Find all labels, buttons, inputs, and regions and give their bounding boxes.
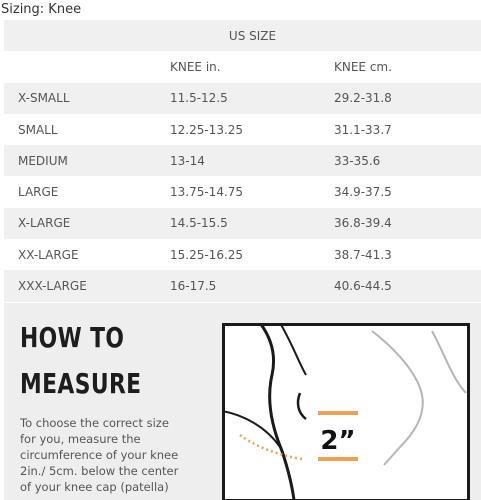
knee-in-value: 14.5-15.5: [170, 208, 334, 239]
knee-cm-value: 33-35.6: [334, 145, 481, 176]
knee-cm-value: 40.6-44.5: [334, 270, 481, 301]
measurement-label: 2”: [320, 426, 356, 456]
measurement-bar-top: [318, 411, 358, 415]
knee-cm-value: 34.9-37.5: [334, 176, 481, 207]
table-row: [4, 114, 481, 145]
column-header-knee-in: KNEE in.: [170, 51, 334, 82]
page-title: Sizing: Knee: [1, 2, 82, 17]
measurement-bar-bottom: [318, 457, 358, 461]
instruction-line: circumference of your knee: [20, 448, 179, 462]
size-label: XX-LARGE: [4, 239, 170, 270]
size-label: LARGE: [4, 176, 170, 207]
size-label: XXX-LARGE: [4, 270, 170, 301]
table-column-header-row: [4, 51, 481, 82]
column-header-knee-cm: KNEE cm.: [334, 51, 481, 82]
knee-measurement-illustration: [222, 323, 470, 500]
knee-in-value: 13.75-14.75: [170, 176, 334, 207]
table-row: [4, 83, 481, 114]
how-to-measure-instructions: [20, 415, 220, 495]
knee-cm-value: 29.2-31.8: [334, 83, 481, 114]
heading-line-1: HOW TO: [20, 321, 125, 354]
heading-line-2: MEASURE: [20, 367, 142, 400]
knee-in-value: 13-14: [170, 145, 334, 176]
size-label: MEDIUM: [4, 145, 170, 176]
instruction-line: for you, measure the: [20, 432, 141, 446]
us-size-header: US SIZE: [4, 20, 481, 51]
knee-cm-value: 31.1-33.7: [334, 114, 481, 145]
size-label: X-SMALL: [4, 83, 170, 114]
table-row: [4, 270, 481, 301]
column-header-size: [4, 51, 170, 82]
how-to-measure-panel: [4, 303, 481, 500]
size-label: SMALL: [4, 114, 170, 145]
knee-in-value: 15.25-16.25: [170, 239, 334, 270]
table-group-header-row: [4, 20, 481, 51]
size-chart-table: [4, 20, 481, 302]
knee-in-value: 12.25-13.25: [170, 114, 334, 145]
knee-cm-value: 38.7-41.3: [334, 239, 481, 270]
table-row: [4, 239, 481, 270]
table-row: [4, 176, 481, 207]
instruction-line: To choose the correct size: [20, 416, 169, 430]
table-row: [4, 145, 481, 176]
knee-cm-value: 36.8-39.4: [334, 208, 481, 239]
how-to-measure-heading: [20, 315, 168, 407]
table-row: [4, 208, 481, 239]
knee-in-value: 16-17.5: [170, 270, 334, 301]
size-label: X-LARGE: [4, 208, 170, 239]
knee-in-value: 11.5-12.5: [170, 83, 334, 114]
instruction-line: 2in./ 5cm. below the center: [20, 464, 179, 478]
instruction-line: of your knee cap (patella): [20, 480, 169, 494]
